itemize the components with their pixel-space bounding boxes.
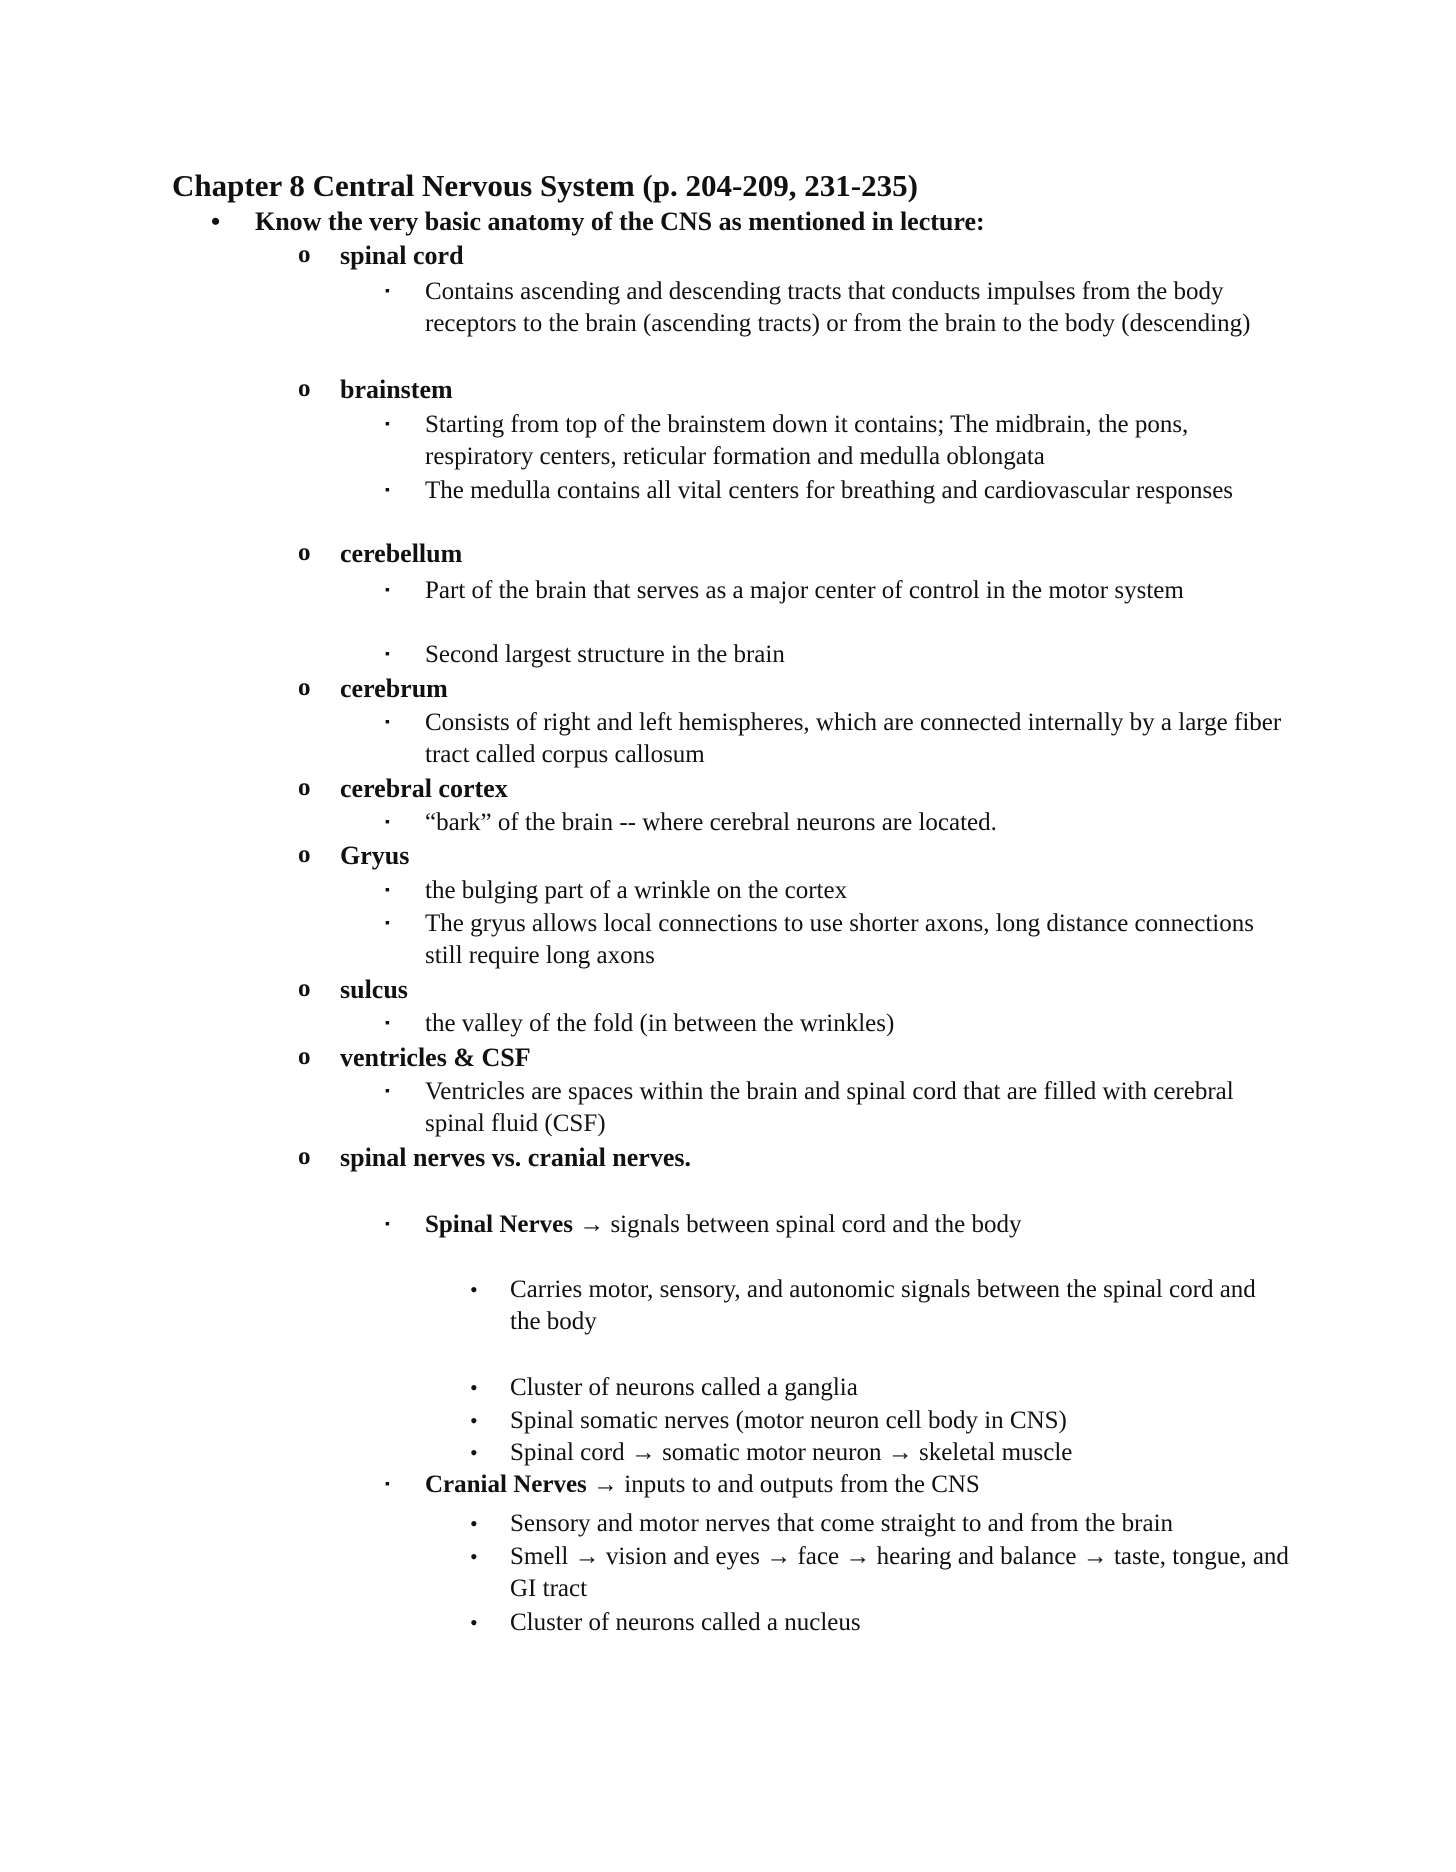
intro-item [211,207,985,237]
square-bullet-icon: ▪ [385,417,390,432]
topic-point: ▪ Consists of right and left hemispheres, which are connected internally by a large fiber tract called corpus callosum [385,709,1282,768]
topic-point: ▪ Part of the brain that serves as a major center of control in the motor system [425,575,1285,607]
topic-heading-brainstem: o brainstem [298,375,453,404]
topic-point: ▪ Ventricles are spaces within the brain and spinal cord that are filled with cerebral spinal fluid (CSF) [385,1078,1234,1137]
topic-heading-nerves: o spinal nerves vs. cranial nerves. [298,1143,691,1172]
topic-point: ▪ Starting from top of the brainstem down it contains; The midbrain, the pons, respiratory centers, reticular formation and medulla oblongata [385,411,1189,470]
cranial-nerves-label: Cranial Nerves [425,1471,587,1498]
spinal-nerves-point: • Carries motor, sensory, and autonomic signals between the spinal cord and the body [470,1276,1256,1335]
disc-bullet-icon: • [470,1375,478,1400]
square-bullet-icon: ▪ [385,883,390,898]
circle-bullet-icon: o [298,975,311,1002]
topic-heading-ventricles: o ventricles & CSF [298,1043,531,1072]
intro-text: Know the very basic anatomy of the CNS as mentioned in lecture: [255,207,985,236]
topic-point: ▪ “bark” of the brain -- where cerebral neurons are located. [425,807,1285,839]
square-bullet-icon: ▪ [385,916,390,931]
circle-bullet-icon: o [298,841,311,868]
square-bullet-icon: ▪ [385,1477,390,1492]
spinal-nerves-item [385,1209,1285,1241]
square-bullet-icon: ▪ [385,715,390,730]
topic-heading-sulcus: o sulcus [298,975,408,1004]
cranial-nerves-point: • Sensory and motor nerves that come straight to and from the brain [510,1508,1290,1540]
spinal-nerves-point: • Spinal cord → somatic motor neuron → skeletal muscle [510,1437,1290,1469]
disc-bullet-icon: • [470,1544,478,1569]
disc-bullet-icon: • [470,1610,478,1635]
topic-heading-spinal-cord: o spinal cord [298,241,464,270]
circle-bullet-icon: o [298,241,311,268]
topic-heading-cerebellum: o cerebellum [298,539,463,568]
page-title: Chapter 8 Central Nervous System (p. 204-209, 231-235) [172,168,918,203]
spinal-nerves-label: Spinal Nerves [425,1211,573,1238]
topic-point: ▪ the bulging part of a wrinkle on the cortex [425,875,1285,907]
circle-bullet-icon: o [298,1143,311,1170]
topic-heading-cerebral-cortex: o cerebral cortex [298,774,508,803]
circle-bullet-icon: o [298,1043,311,1070]
topic-point: ▪ the valley of the fold (in between the wrinkles) [425,1008,1285,1040]
spinal-nerves-point: • Spinal somatic nerves (motor neuron cell body in CNS) [510,1405,1290,1437]
circle-bullet-icon: o [298,774,311,801]
square-bullet-icon: ▪ [385,583,390,598]
square-bullet-icon: ▪ [385,284,390,299]
square-bullet-icon: ▪ [385,1016,390,1031]
cranial-nerves-point: • Smell → vision and eyes → face → hearing and balance → taste, tongue, and GI tract [470,1543,1289,1602]
circle-bullet-icon: o [298,539,311,566]
disc-bullet-icon: • [470,1277,478,1302]
topic-point: ▪ Contains ascending and descending tracts that conducts impulses from the body receptors to the brain (ascending tracts) or from the brain to the body (descending) [385,278,1251,337]
square-bullet-icon: ▪ [385,1084,390,1099]
topic-point: ▪ Second largest structure in the brain [425,639,1285,671]
disc-bullet-icon: • [470,1511,478,1536]
cranial-nerves-item [385,1469,1285,1501]
spinal-nerves-point: • Cluster of neurons called a ganglia [510,1372,1290,1404]
disc-bullet-icon: • [470,1440,478,1465]
square-bullet-icon: ▪ [385,647,390,662]
topic-heading-gryus: o Gryus [298,841,410,870]
square-bullet-icon: ▪ [385,815,390,830]
square-bullet-icon: ▪ [385,483,390,498]
arrow-icon: → [593,1471,619,1498]
topic-point: ▪ The gryus allows local connections to use shorter axons, long distance connections still require long axons [385,910,1254,969]
topic-point: ▪ The medulla contains all vital centers for breathing and cardiovascular responses [425,475,1285,507]
circle-bullet-icon: o [298,674,311,701]
disc-bullet-icon: • [470,1408,478,1433]
cranial-nerves-point: • Cluster of neurons called a nucleus [510,1607,1290,1639]
spinal-nerves-text: signals between spinal cord and the body [610,1211,1022,1238]
circle-bullet-icon: o [298,375,311,402]
topic-heading-cerebrum: o cerebrum [298,674,448,703]
cranial-nerves-text: inputs to and outputs from the CNS [624,1471,980,1498]
disc-bullet-icon: • [211,207,221,236]
square-bullet-icon: ▪ [385,1217,390,1232]
arrow-icon: → [579,1211,605,1238]
